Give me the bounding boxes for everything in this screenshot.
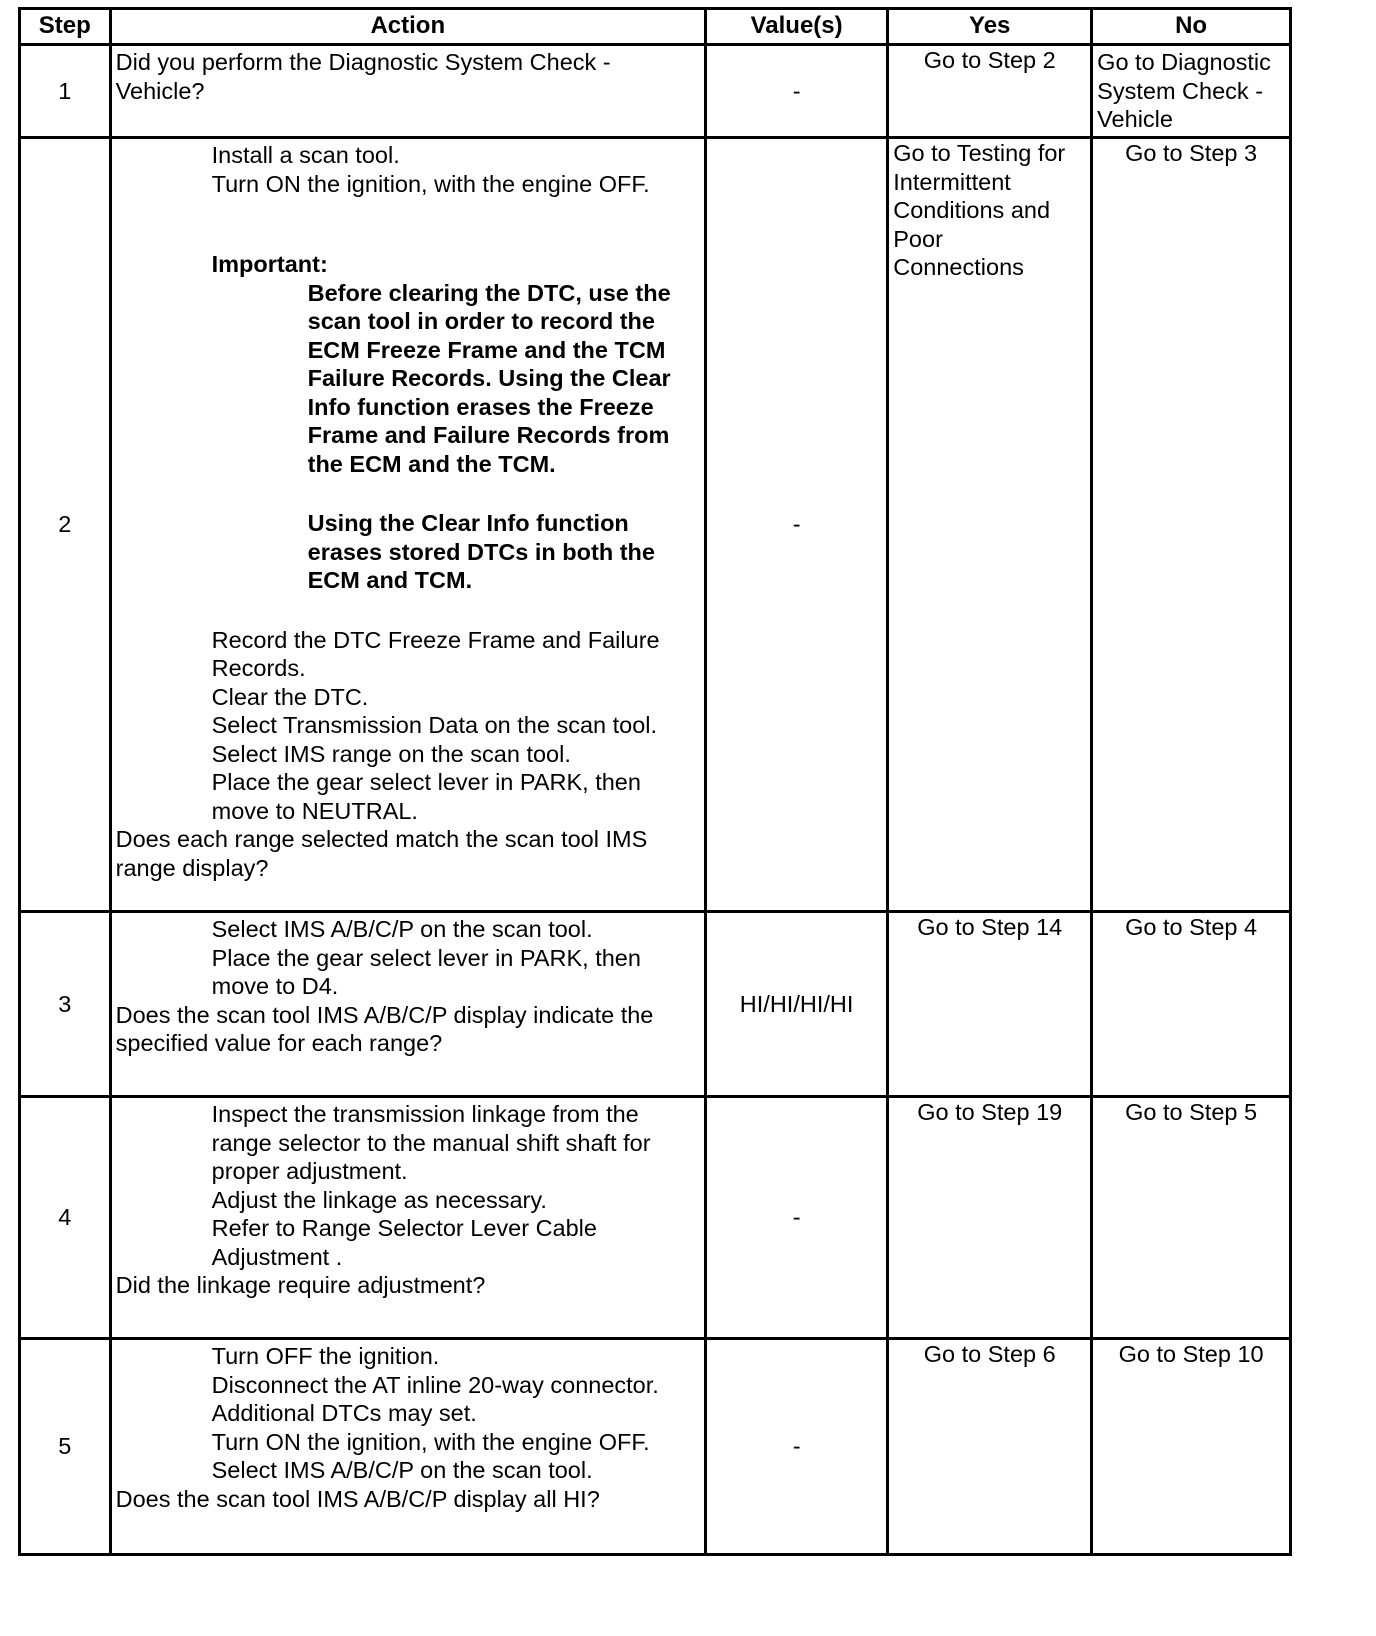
action-line: Record the DTC Freeze Frame and Failure bbox=[211, 626, 660, 653]
no-cell bbox=[1092, 45, 1291, 138]
action-line: Disconnect the AT inline 20-way connector. bbox=[211, 1371, 659, 1398]
no-link[interactable]: Go to Step 5 bbox=[1125, 1099, 1258, 1125]
action-line: Select IMS A/B/C/P on the scan tool. bbox=[211, 1457, 593, 1483]
action-line: Select Transmission Data on the scan tool. bbox=[211, 712, 658, 738]
yes-cell bbox=[888, 1097, 1092, 1339]
note-line: scan tool in order to record the bbox=[307, 308, 655, 334]
action-line: Select IMS A/B/C/P on the scan tool. bbox=[211, 916, 593, 942]
note-line: Failure Records. Using the Clear bbox=[307, 365, 671, 391]
note-line: Frame and Failure Records from bbox=[307, 422, 670, 448]
action-line: Turn ON the ignition, with the engine OFF. bbox=[211, 170, 650, 197]
yes-line: Go to Testing for bbox=[893, 140, 1066, 166]
value-cell: - bbox=[705, 1097, 887, 1339]
no-line: Go to Diagnostic bbox=[1097, 49, 1271, 75]
no-link[interactable]: Go to Step 3 bbox=[1125, 140, 1258, 166]
question bbox=[116, 825, 700, 882]
note-line: ECM and TCM. bbox=[307, 567, 473, 593]
yes-cell bbox=[888, 1339, 1092, 1555]
action-cell bbox=[110, 1097, 705, 1339]
yes-cell bbox=[888, 912, 1092, 1097]
action-line: Additional DTCs may set. bbox=[211, 1400, 477, 1426]
action-line: Refer to Range Selector Lever Cable bbox=[211, 1215, 597, 1241]
action-line: Vehicle? bbox=[115, 77, 205, 104]
header-yes: Yes bbox=[888, 9, 1092, 45]
no-link[interactable]: Go to Step 10 bbox=[1118, 1341, 1264, 1367]
step-number: 4 bbox=[20, 1097, 111, 1339]
important-note bbox=[116, 509, 700, 595]
question bbox=[116, 1001, 700, 1058]
action-line: Records. bbox=[211, 655, 306, 681]
note-line: Before clearing the DTC, use the bbox=[307, 279, 671, 306]
header-action: Action bbox=[110, 9, 705, 45]
header-values: Value(s) bbox=[705, 9, 887, 45]
action-line: move to NEUTRAL. bbox=[211, 797, 418, 824]
step-number: 5 bbox=[20, 1339, 111, 1555]
header-row bbox=[20, 9, 1291, 45]
question bbox=[116, 1485, 700, 1514]
table-row bbox=[20, 45, 1291, 138]
question-line: Did the linkage require adjustment? bbox=[115, 1272, 486, 1298]
action-line: Turn OFF the ignition. bbox=[211, 1343, 440, 1369]
no-cell bbox=[1092, 138, 1291, 912]
no-line: Vehicle bbox=[1097, 106, 1173, 132]
action-line: range selector to the manual shift shaft for bbox=[211, 1129, 651, 1156]
question-line: Does the scan tool IMS A/B/C/P display all HI? bbox=[115, 1485, 600, 1512]
yes-line: Conditions and bbox=[893, 197, 1051, 223]
value-cell: - bbox=[705, 1339, 887, 1555]
step-number: 3 bbox=[20, 912, 111, 1097]
action-line: Clear the DTC. bbox=[211, 683, 369, 710]
header-no: No bbox=[1092, 9, 1291, 45]
note-line: ECM Freeze Frame and the TCM bbox=[307, 336, 666, 363]
no-cell bbox=[1092, 1097, 1291, 1339]
action-line: Place the gear select lever in PARK, then bbox=[211, 944, 641, 971]
action-line: Turn ON the ignition, with the engine OFF. bbox=[211, 1428, 650, 1455]
diagnostic-table bbox=[18, 7, 1292, 1556]
action-line: move to D4. bbox=[211, 973, 339, 999]
action-line: Adjust the linkage as necessary. bbox=[211, 1186, 547, 1213]
yes-line: Connections bbox=[893, 254, 1024, 280]
step-number: 2 bbox=[20, 138, 111, 912]
question-line: specified value for each range? bbox=[115, 1030, 443, 1056]
yes-link[interactable] bbox=[893, 139, 1065, 282]
yes-cell bbox=[888, 138, 1092, 912]
value-cell: - bbox=[705, 45, 887, 138]
yes-line: Intermittent bbox=[893, 168, 1011, 195]
yes-link[interactable]: Go to Step 19 bbox=[917, 1099, 1063, 1125]
question-line: range display? bbox=[115, 854, 269, 881]
important-label: Important: bbox=[211, 251, 328, 277]
value-cell: HI/HI/HI/HI bbox=[705, 912, 887, 1097]
question-line: Does the scan tool IMS A/B/C/P display indicate the bbox=[115, 1001, 654, 1028]
table-row bbox=[20, 912, 1291, 1097]
table-row bbox=[20, 1339, 1291, 1555]
header-step: Step bbox=[20, 9, 111, 45]
yes-line: Poor bbox=[893, 225, 943, 252]
action-line: Install a scan tool. bbox=[211, 142, 400, 168]
action-line: Did you perform the Diagnostic System Check - bbox=[115, 49, 611, 75]
question bbox=[116, 1271, 700, 1300]
value-cell: - bbox=[705, 138, 887, 912]
no-cell bbox=[1092, 912, 1291, 1097]
no-cell bbox=[1092, 1339, 1291, 1555]
yes-link[interactable]: Go to Step 6 bbox=[923, 1341, 1056, 1367]
note-line: erases stored DTCs in both the bbox=[307, 538, 655, 565]
action-cell bbox=[110, 138, 705, 912]
action-cell bbox=[110, 45, 705, 138]
no-line: System Check - bbox=[1097, 77, 1264, 104]
action-cell bbox=[110, 1339, 705, 1555]
important-note bbox=[116, 279, 700, 479]
table-row bbox=[20, 1097, 1291, 1339]
no-link[interactable] bbox=[1097, 48, 1285, 134]
no-link[interactable]: Go to Step 4 bbox=[1125, 914, 1258, 940]
yes-link[interactable]: Go to Step 2 bbox=[923, 47, 1056, 73]
step-number: 1 bbox=[20, 45, 111, 138]
action-line: Inspect the transmission linkage from the bbox=[211, 1101, 639, 1127]
yes-cell bbox=[888, 45, 1092, 138]
action-cell bbox=[110, 912, 705, 1097]
action-line: Adjustment . bbox=[211, 1243, 343, 1270]
note-line: Info function erases the Freeze bbox=[307, 393, 654, 420]
note-line: Using the Clear Info function bbox=[307, 510, 629, 536]
table-row bbox=[20, 138, 1291, 912]
action-line: proper adjustment. bbox=[211, 1158, 408, 1184]
note-line: the ECM and the TCM. bbox=[307, 450, 556, 477]
yes-link[interactable]: Go to Step 14 bbox=[917, 914, 1063, 940]
action-line: Select IMS range on the scan tool. bbox=[211, 740, 571, 767]
action-line: Place the gear select lever in PARK, then bbox=[211, 769, 641, 795]
question-line: Does each range selected match the scan tool IMS bbox=[115, 826, 648, 852]
